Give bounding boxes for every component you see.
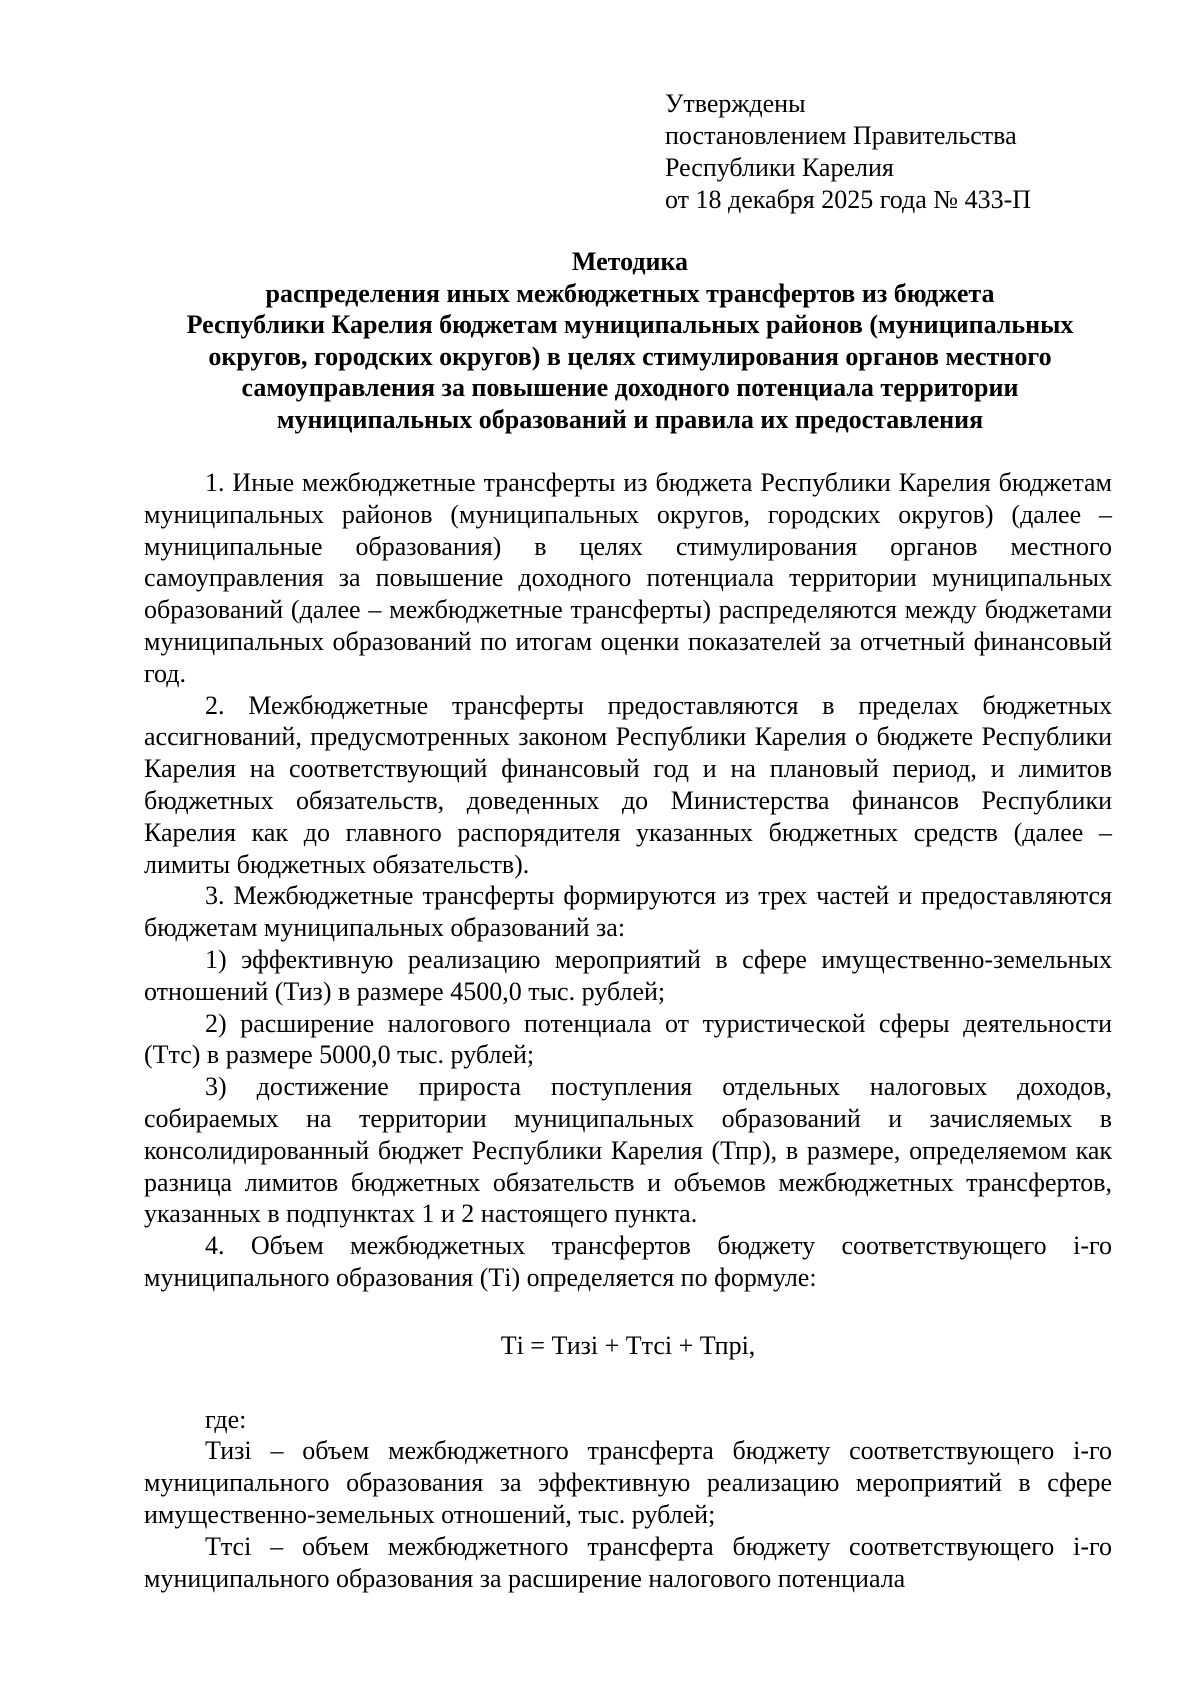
definition-tts: Ттсi – объем межбюджетного трансферта бюджету соответствующего i-го муниципального образования за расширение налогового потенциала	[144, 1531, 1112, 1593]
title-line: Методика	[571, 247, 689, 276]
where-label: где:	[205, 1404, 247, 1434]
approval-line: Республики Карелия	[665, 153, 894, 182]
document-title	[120, 246, 1140, 435]
approval-line: Утверждены	[665, 89, 806, 118]
paragraph-1: 1. Иные межбюджетные трансферты из бюджета Республики Карелия бюджетам муниципальных районов (муниципальных округов, городских округов) (далее – муниципальные образования) в целях стимулирования органов местного самоуправления за повышение доходного потенциала территории муниципальных образований (далее – межбюджетные трансферты) распределяются между бюджетами муниципальных образований по итогам оценки показателей за отчетный финансовый год.	[144, 468, 1112, 688]
approval-line: от 18 декабря 2025 года № 433-П	[665, 185, 1032, 214]
formula: Тi = Тизi + Ттсi + Тпрi,	[500, 1330, 756, 1360]
paragraph-3: 3. Межбюджетные трансферты формируются из трех частей и предоставляются бюджетам муниципальных образований за:	[144, 881, 1112, 943]
paragraph-3-item-2: 2) расширение налогового потенциала от туристической сферы деятельности (Ттс) в размере 5000,0 тыс. рублей;	[144, 1008, 1112, 1070]
paragraph-2: 2. Межбюджетные трансферты предоставляются в пределах бюджетных ассигнований, предусмотренных законом Республики Карелия о бюджете Республики Карелия на соответствующий финансовый год и на плановый период, и лимитов бюджетных обязательств, доведенных до Министерства финансов Республики Карелия как до главного распорядителя указанных бюджетных средств (далее – лимиты бюджетных обязательств).	[144, 690, 1112, 879]
title-line: округов, городских округов) в целях стимулирования органов местного	[208, 341, 1052, 371]
title-line: муниципальных образований и правила их предоставления	[276, 404, 984, 434]
document-body	[144, 467, 1112, 1594]
paragraph-3-item-3: 3) достижение прироста поступления отдельных налоговых доходов, собираемых на территории муниципальных образований и зачисляемых в консолидированный бюджет Республики Карелия (Тпр), в размере, определяемом как разница лимитов бюджетных обязательств и объемов межбюджетных трансфертов, указанных в подпунктах 1 и 2 настоящего пункта.	[144, 1072, 1112, 1229]
title-line: самоуправления за повышение доходного потенциала территории	[241, 373, 1019, 402]
paragraph-3-item-1: 1) эффективную реализацию мероприятий в сфере имущественно-земельных отношений (Тиз) в размере 4500,0 тыс. рублей;	[144, 944, 1112, 1006]
approval-line: постановлением Правительства	[665, 121, 1017, 150]
title-line: Республики Карелия бюджетам муниципальных районов (муниципальных	[186, 310, 1074, 339]
title-line: распределения иных межбюджетных трансфертов из бюджета	[265, 278, 995, 308]
approval-stamp	[665, 88, 1145, 216]
definition-tiz: Тизi – объем межбюджетного трансферта бюджету соответствующего i-го муниципального образования за эффективную реализацию мероприятий в сфере имущественно-земельных отношений, тыс. рублей;	[144, 1436, 1112, 1529]
paragraph-4: 4. Объем межбюджетных трансфертов бюджету соответствующего i-го муниципального образования (Тi) определяется по формуле:	[144, 1231, 1112, 1292]
